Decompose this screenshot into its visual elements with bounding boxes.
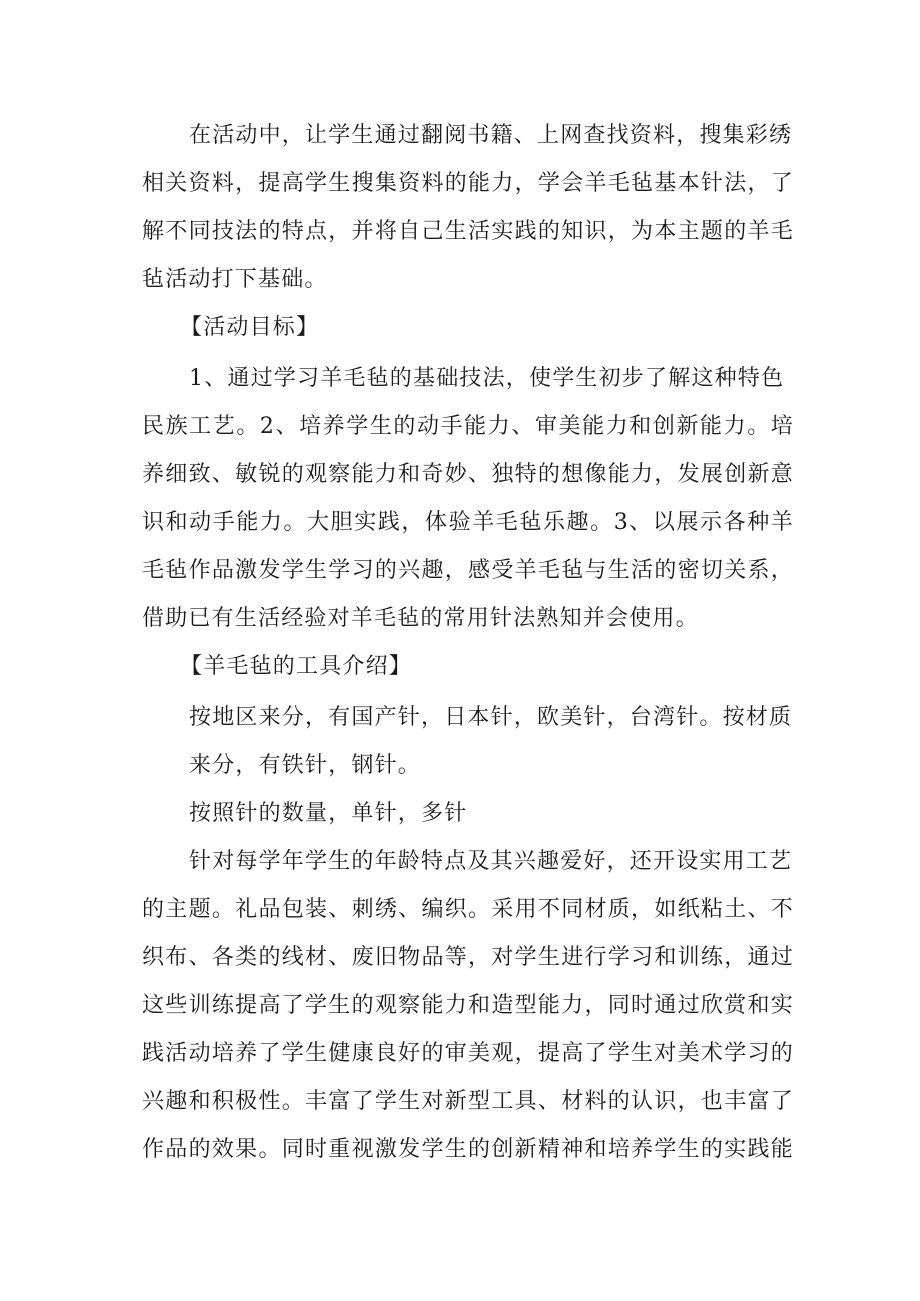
paragraph-line: 兴趣和积极性。丰富了学生对新型工具、材料的认识，也丰富了 [142, 1089, 794, 1114]
paragraph-line: 在活动中，让学生通过翻阅书籍、上网查找资料，搜集彩绣 [189, 123, 793, 148]
paragraph-line: 来分，有铁针，钢针。 [189, 753, 422, 778]
paragraph-line: 毡活动打下基础。 [142, 267, 328, 292]
paragraph-line: 民族工艺。2、培养学生的动手能力、审美能力和创新能力。培 [142, 414, 794, 439]
paragraph-line: 针对每学年学生的年龄特点及其兴趣爱好，还开设实用工艺 [189, 849, 793, 874]
paragraph-line: 作品的效果。同时重视激发学生的创新精神和培养学生的实践能 [142, 1137, 794, 1162]
paragraph-line: 按照针的数量，单针，多针 [189, 801, 468, 826]
section-heading: 【羊毛毡的工具介绍】 [180, 654, 413, 679]
paragraph-line: 1、通过学习羊毛毡的基础技法，使学生初步了解这种特色 [189, 366, 785, 391]
paragraph-line: 解不同技法的特点，并将自己生活实践的知识，为本主题的羊毛 [142, 219, 794, 244]
paragraph-line: 相关资料，提高学生搜集资料的能力，学会羊毛毡基本针法，了 [142, 171, 794, 196]
paragraph-line: 的主题。礼品包装、刺绣、编织。采用不同材质，如纸粘土、不 [142, 897, 794, 922]
paragraph-line: 借助已有生活经验对羊毛毡的常用针法熟知并会使用。 [142, 606, 699, 631]
paragraph-line: 践活动培养了学生健康良好的审美观，提高了学生对美术学习的 [142, 1041, 794, 1066]
paragraph-line: 这些训练提高了学生的观察能力和造型能力，同时通过欣赏和实 [142, 993, 794, 1018]
paragraph-line: 织布、各类的线材、废旧物品等，对学生进行学习和训练，通过 [142, 945, 794, 970]
paragraph-line: 毛毡作品激发学生学习的兴趣，感受羊毛毡与生活的密切关系， [142, 558, 794, 583]
section-heading: 【活动目标】 [180, 315, 320, 340]
paragraph-line: 养细致、敏锐的观察能力和奇妙、独特的想像能力，发展创新意 [142, 462, 794, 487]
paragraph-line: 识和动手能力。大胆实践，体验羊毛毡乐趣。3、以展示各种羊 [142, 510, 794, 535]
paragraph-line: 按地区来分，有国产针，日本针，欧美针，台湾针。按材质 [189, 705, 793, 730]
